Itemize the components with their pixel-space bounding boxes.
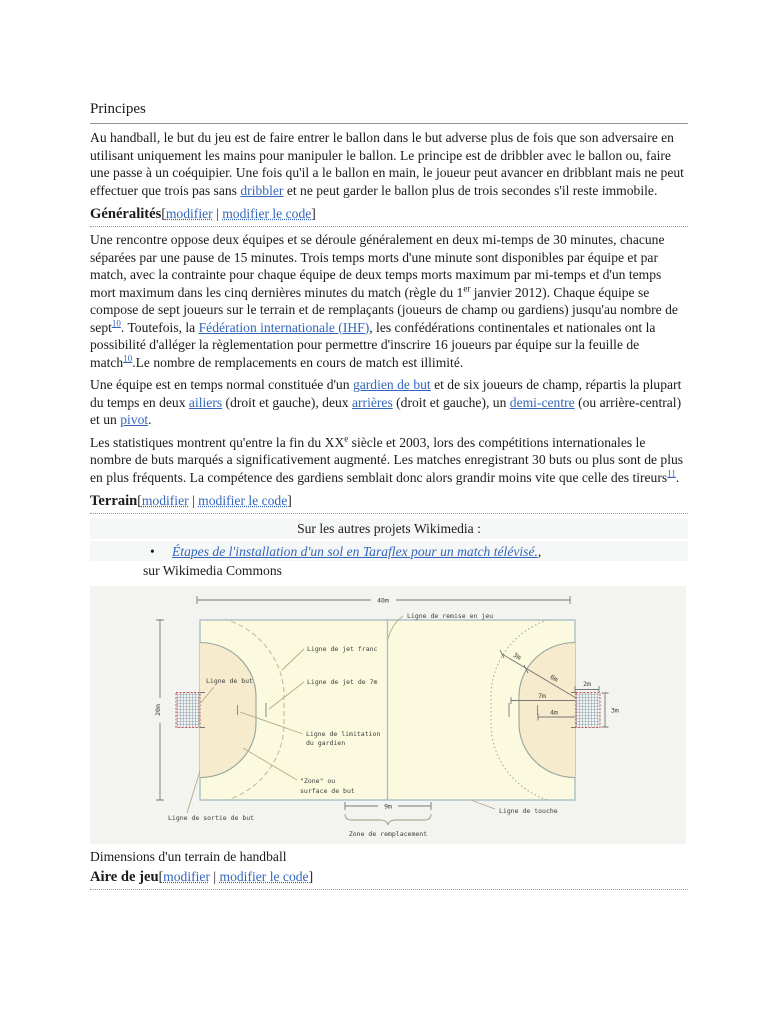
modifier-le-code-link[interactable]: modifier le code <box>198 493 288 508</box>
paragraph-rencontre <box>90 231 688 371</box>
dim-2m-label: 2m <box>583 679 591 688</box>
label-limitation-gardien-2: du gardien <box>306 738 346 747</box>
dim-9m-label: 9m <box>384 802 392 810</box>
text-run: Une rencontre oppose deux équipes et se déroule généralement en deux mi-temps de 30 minutes, chacune séparées par une pause de 15 minutes. Trois temps morts d'une minute sont disponibles par équipe et par match, avec la contrainte pour chaque équipe de deux temps morts maximum par mi-temps et d'un temps mort maximum dans les cinq dernières minutes du match (règle du 1 <box>90 232 665 300</box>
text-run: , <box>537 543 542 559</box>
label-sortie-de-but: Ligne de sortie de but <box>168 813 255 822</box>
text-run: janvier 2012). Chaque équipe se compose de sept joueurs sur le terrain et de remplaçants (joueurs de champ ou gardiens) jusqu'au nombre de sept <box>90 284 678 335</box>
figure-terrain <box>90 586 688 844</box>
pipe-separator: | <box>209 869 220 884</box>
link-dribbler[interactable]: dribbler <box>240 182 284 198</box>
bracket: [ <box>161 206 166 221</box>
ref-10[interactable]: 10 <box>111 317 121 328</box>
dim-20m-label: 20m <box>154 703 162 716</box>
text-run: siècle et 2003, lors des compétitions internationales le nombre de buts marqués a significativement augmenté. Les matches enregistrant 30 buts ou plus sont de plus en plus fréquents. La compétence des gardiens semblait donc alors grandir moins vite que celle des tireurs <box>90 434 684 485</box>
text-run: Une équipe est en temps normal constituée d'un <box>90 377 353 392</box>
bracket: ] <box>287 493 292 508</box>
text-run: Au handball, le but du jeu est de faire entrer le ballon dans le but adverse plus de fois que son adversaire en utilisant uniquement les mains pour manipuler le ballon. Le principe est de dribbler avec le ballon ou, faire une passe à un coéquipier. Une fois qu'il a le ballon en main, le joueur peut avancer en dribblant mais ne peut effectuer que trois pas sans <box>90 130 684 198</box>
text-run: (droit et gauche), un <box>392 394 510 410</box>
label-jet-7m: Ligne de jet de 7m <box>307 677 378 686</box>
text-run: . <box>675 469 680 485</box>
paragraph-principes <box>90 129 688 199</box>
modifier-le-code-link[interactable]: modifier le code <box>219 869 309 884</box>
dim-3m-arc-label: 3m <box>511 650 523 662</box>
bracket: [ <box>137 493 142 508</box>
pipe-separator: | <box>212 206 223 221</box>
link-etapes-taraflex[interactable]: Étapes de l'installation d'un sol en Taraflex pour un match télévisé. <box>172 543 538 559</box>
text-run: er <box>463 282 471 293</box>
dim-6m-label: 6m <box>548 672 560 684</box>
section-heading-terrain <box>90 491 688 514</box>
superscript[interactable] <box>667 468 676 478</box>
wikimedia-projects-box-title: Sur les autres projets Wikimedia : <box>90 518 688 539</box>
modifier-le-code-link[interactable]: modifier le code <box>222 206 312 221</box>
dim-40m-label: 40m <box>377 596 389 604</box>
section-title-aire-de-jeu: Aire de jeu <box>90 869 159 885</box>
text-run: .Le nombre de remplacements en cours de match est illimité. <box>132 354 464 370</box>
section-heading-generalites <box>90 204 688 227</box>
label-limitation-gardien-1: Ligne de limitation <box>306 729 381 738</box>
label-remise-en-jeu: Ligne de remise en jeu <box>407 611 494 620</box>
modifier-link[interactable]: modifier <box>165 206 213 221</box>
article-content <box>90 100 688 894</box>
paragraph-statistiques <box>90 434 688 487</box>
link-gardien-de-but[interactable]: gardien de but <box>352 377 431 392</box>
dim-3m-goal-label: 3m <box>611 706 619 714</box>
text-run: et de six joueurs de champ, répartis la plupart du temps en deux <box>90 377 682 410</box>
section-title-terrain: Terrain <box>90 493 138 509</box>
label-ligne-de-but: Ligne de but <box>206 676 253 685</box>
section-heading-aire-de-jeu <box>90 867 688 890</box>
text-run: , les confédérations continentales et nationales ont la possibilité d'alléger la règlementation pour permettre d'inscrire 16 joueurs par équipe sur la feuille de match <box>90 319 656 370</box>
dim-4m-label: 4m <box>550 708 558 716</box>
text-run: et ne peut garder le ballon plus de trois secondes s'il reste immobile. <box>283 182 658 198</box>
superscript[interactable] <box>123 353 132 363</box>
text-run: Les statistiques montrent qu'entre la fin du XX <box>90 434 345 450</box>
modifier-link[interactable]: modifier <box>141 493 189 508</box>
link-ailiers[interactable]: ailiers <box>188 394 223 410</box>
figure-caption: Dimensions d'un terrain de handball <box>90 848 287 864</box>
ref-10[interactable]: 10 <box>123 352 133 363</box>
bracket: ] <box>311 206 316 221</box>
link-pivot[interactable]: pivot <box>120 412 149 427</box>
text-run: . <box>148 412 152 427</box>
text-run: (ou arrière-central) et un <box>90 394 682 427</box>
section-title-generalites: Généralités <box>90 206 162 222</box>
bullet-icon: • <box>150 543 155 559</box>
handball-court-diagram <box>90 586 686 844</box>
text-run: . Toutefois, la <box>120 319 199 335</box>
pipe-separator: | <box>188 493 199 508</box>
section-heading-principes: Principes <box>90 100 688 124</box>
wikimedia-commons-list-item <box>90 541 688 562</box>
paragraph-equipe <box>90 376 688 429</box>
label-jet-franc: Ligne de jet franc <box>307 644 378 653</box>
modifier-link[interactable]: modifier <box>163 869 210 884</box>
dim-7m-label: 7m <box>538 691 546 700</box>
commons-caption: sur Wikimedia Commons <box>143 563 282 578</box>
ref-11[interactable]: 11 <box>667 467 676 478</box>
substitution-zone-label: Zone de remplacement <box>348 829 428 838</box>
goal-right <box>576 692 600 727</box>
label-ligne-de-touche: Ligne de touche <box>499 806 558 815</box>
bracket: [ <box>158 869 164 884</box>
label-zone-2: surface de but <box>300 786 355 795</box>
link-arrieres[interactable]: arrières <box>352 394 393 410</box>
bracket: ] <box>308 869 314 884</box>
text-run: (droit et gauche), deux <box>222 394 352 410</box>
link-federation-internationale-ihf[interactable]: Fédération internationale (IHF) <box>198 319 370 335</box>
goal-left <box>176 692 200 727</box>
superscript[interactable] <box>112 318 121 328</box>
commons-link-line <box>172 544 541 559</box>
link-demi-centre[interactable]: demi-centre <box>509 394 575 410</box>
text-run: e <box>344 432 349 443</box>
label-zone-1: "Zone" ou <box>300 776 336 785</box>
